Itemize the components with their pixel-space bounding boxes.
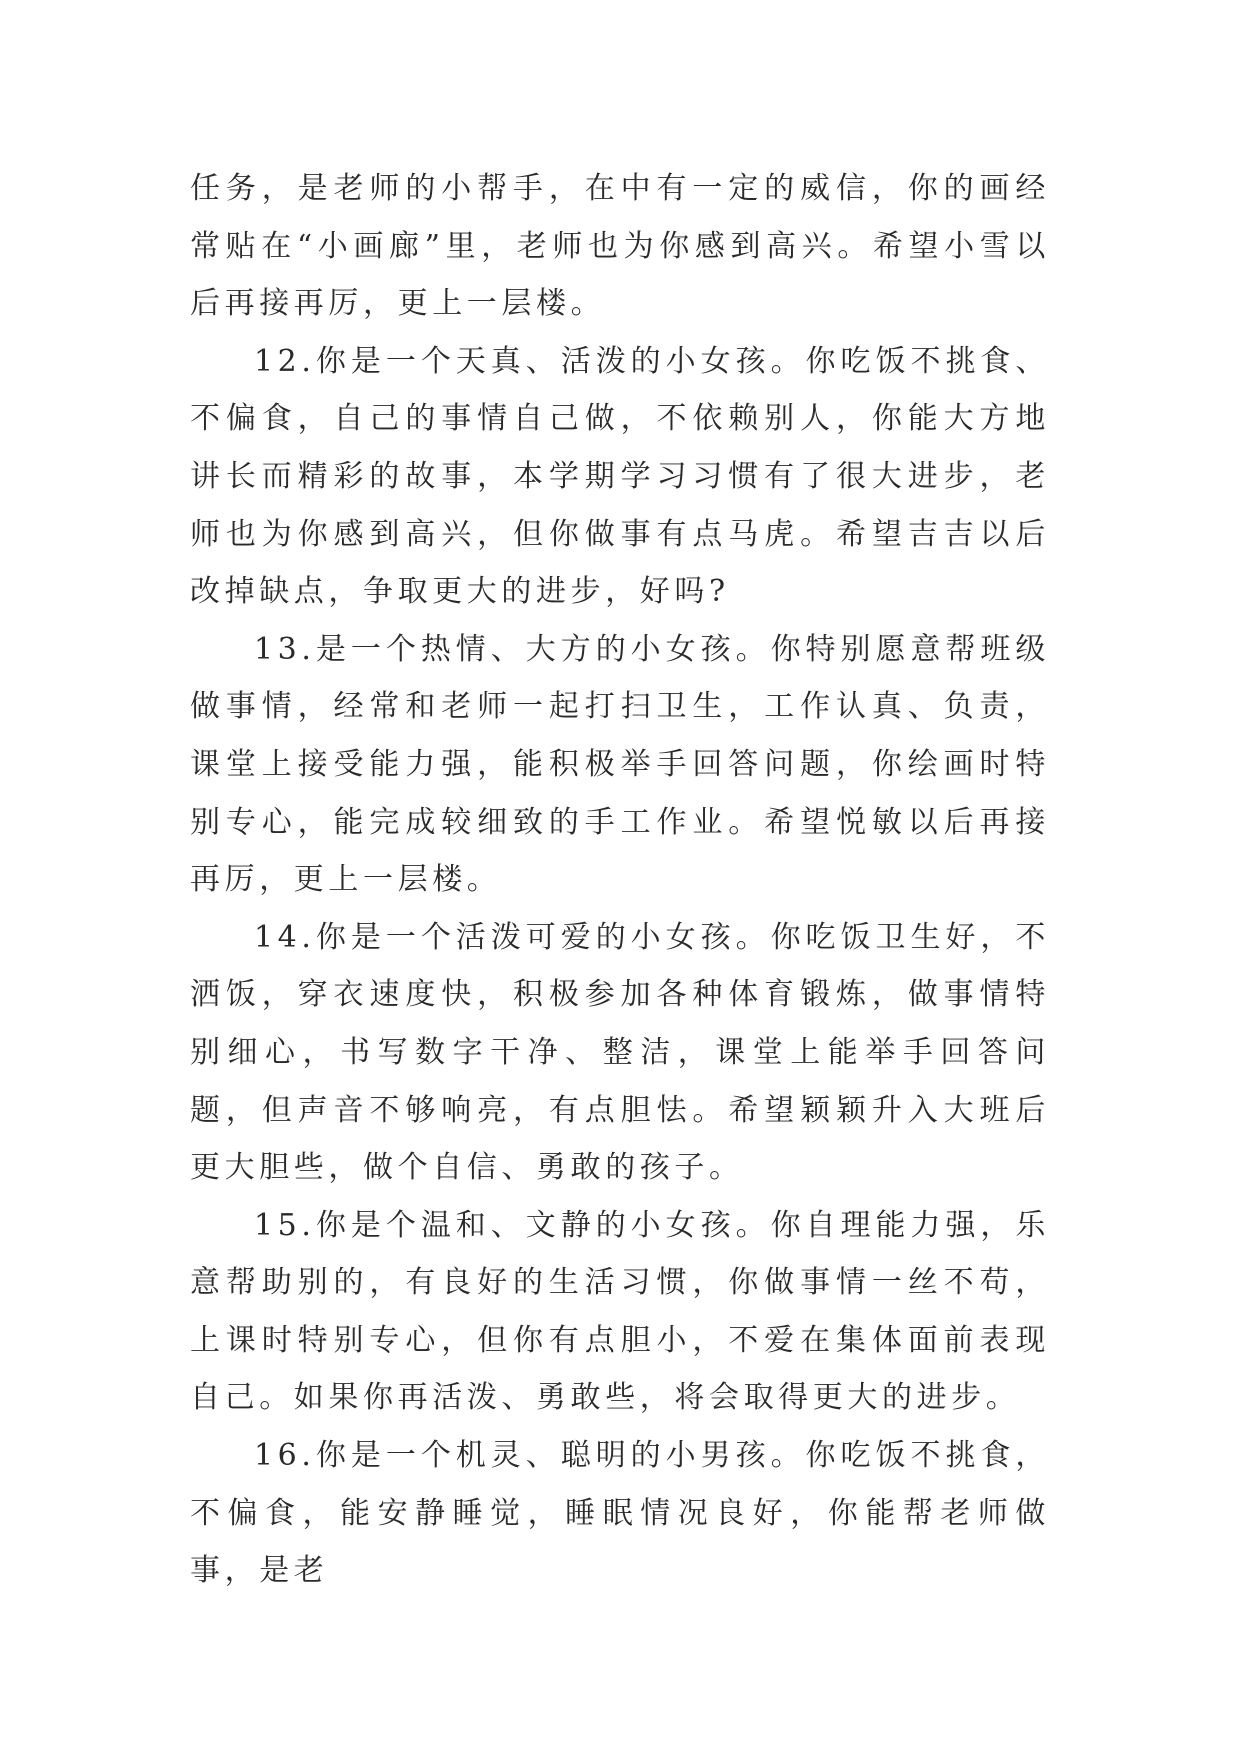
- paragraph-comment-15: 15.你是个温和、文静的小女孩。你自理能力强，乐意帮助别的，有良好的生活习惯，你做事情一丝不苟，上课时特别专心，但你有点胆小，不爱在集体面前表现自己。如果你再活泼、勇敢些，将会取得更大的进步。: [190, 1207, 1050, 1416]
- paragraph-comment-12: 12.你是一个天真、活泼的小女孩。你吃饭不挑食、不偏食，自己的事情自己做，不依赖别人，你能大方地讲长而精彩的故事，本学期学习习惯有了很大进步，老师也为你感到高兴，但你做事有点马虎。希望吉吉以后改掉缺点，争取更大的进步，好吗?: [190, 343, 1050, 610]
- document-body: [190, 160, 1050, 1600]
- paragraph-comment-16: 16.你是一个机灵、聪明的小男孩。你吃饭不挑食，不偏食，能安静睡觉，睡眠情况良好，你能帮老师做事，是老: [190, 1438, 1050, 1589]
- paragraph-comment-14: 14.你是一个活泼可爱的小女孩。你吃饭卫生好，不洒饭，穿衣速度快，积极参加各种体育锻炼，做事情特别细心，书写数字干净、整洁，课堂上能举手回答问题，但声音不够响亮，有点胆怯。希望颖颖升入大班后更大胆些，做个自信、勇敢的孩子。: [190, 919, 1050, 1186]
- paragraph-comment-13: 13.是一个热情、大方的小女孩。你特别愿意帮班级做事情，经常和老师一起打扫卫生，工作认真、负责，课堂上接受能力强，能积极举手回答问题，你绘画时特别专心，能完成较细致的手工作业。希望悦敏以后再接再厉，更上一层楼。: [190, 631, 1050, 898]
- paragraph-continuation: 任务，是老师的小帮手，在中有一定的威信，你的画经常贴在“小画廊”里，老师也为你感到高兴。希望小雪以后再接再厉，更上一层楼。: [190, 171, 1050, 322]
